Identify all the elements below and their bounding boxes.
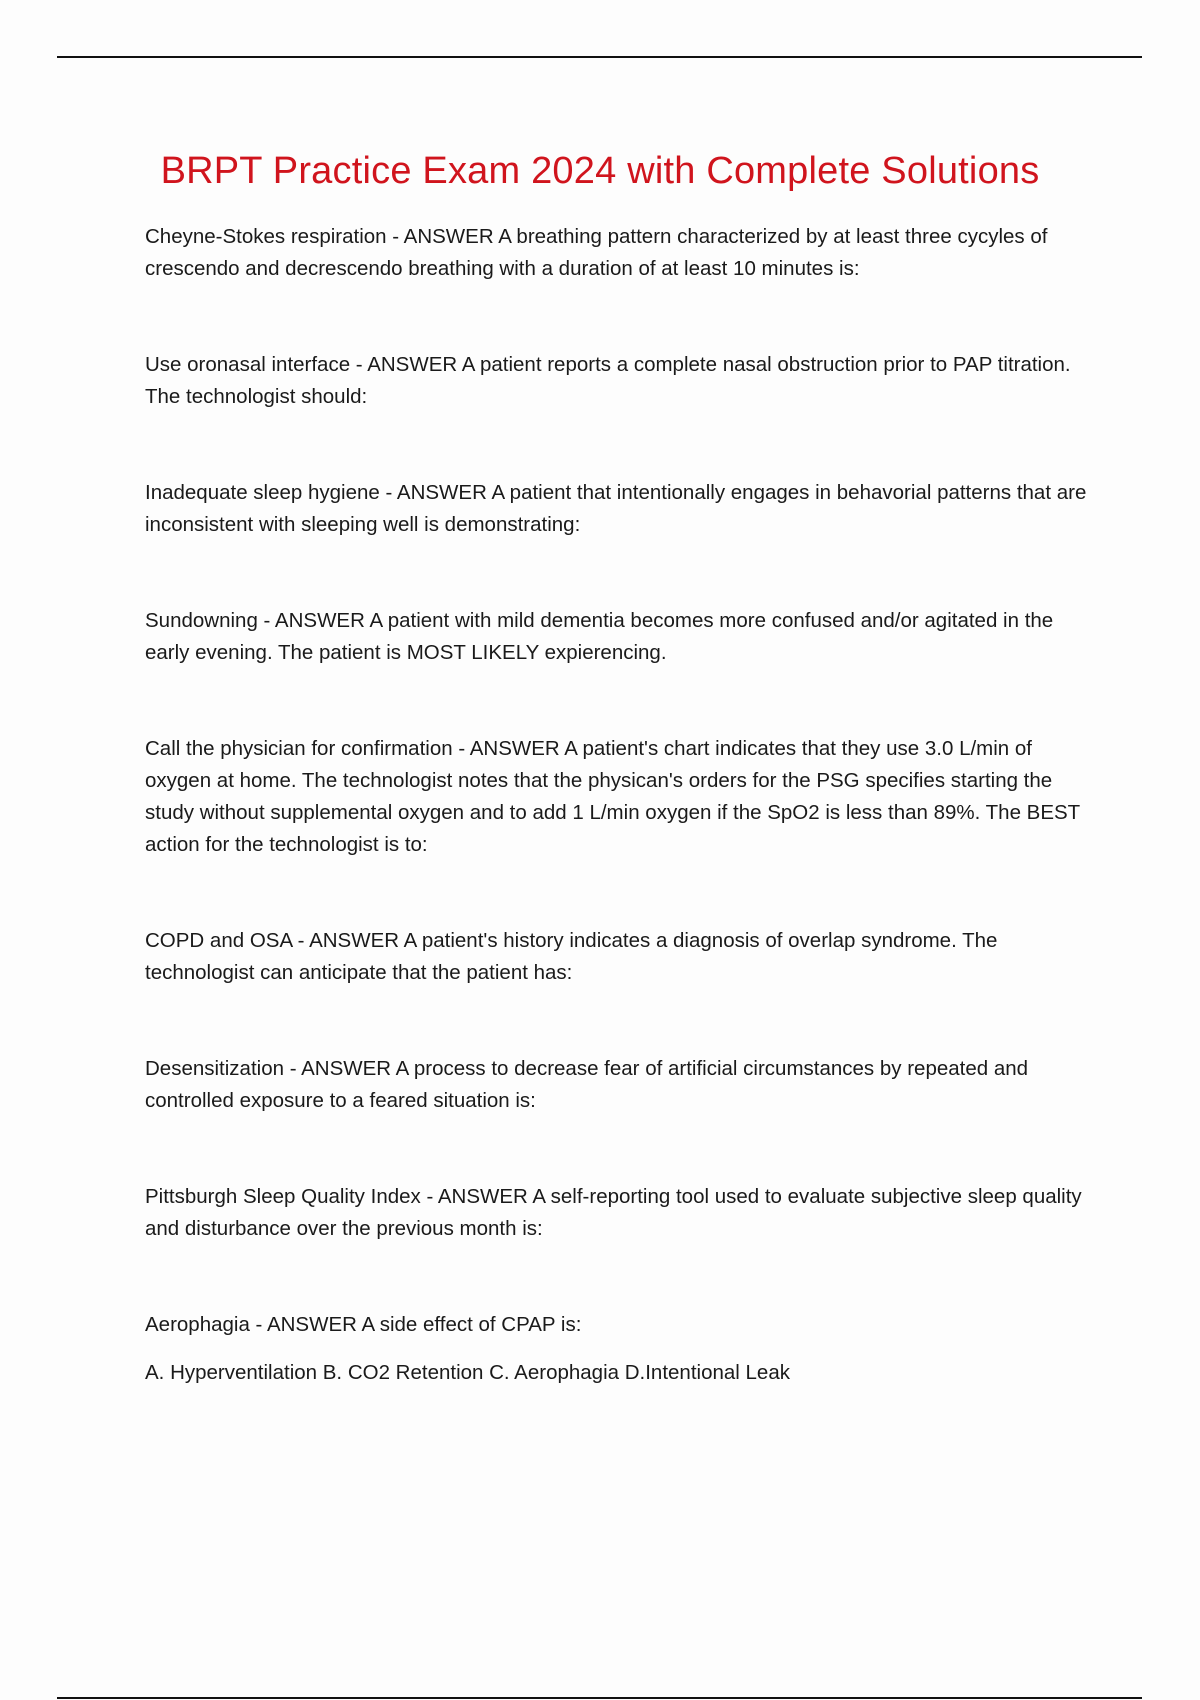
qa-item: Use oronasal interface - ANSWER A patient reports a complete nasal obstruction prior to PAP titration. The technologist should:: [145, 353, 1071, 408]
qa-item: Call the physician for confirmation - ANSWER A patient's chart indicates that they use 3.0 L/min of oxygen at home. The technologist notes that the physican's orders for the PSG specifies starting the study without supplemental oxygen and to add 1 L/min oxygen if the SpO2 is less than 89%. The BEST action for the technologist is to:: [145, 737, 1080, 856]
qa-item: Sundowning - ANSWER A patient with mild dementia becomes more confused and/or agitated in the early evening. The patient is MOST LIKELY expierencing.: [145, 609, 1054, 664]
qa-list: [145, 221, 1095, 1389]
qa-item: Aerophagia - ANSWER A side effect of CPAP is:: [145, 1313, 582, 1336]
document-title: BRPT Practice Exam 2024 with Complete Solutions: [160, 150, 1040, 192]
qa-item: Desensitization - ANSWER A process to decrease fear of artificial circumstances by repeated and controlled exposure to a feared situation is:: [145, 1057, 1029, 1112]
qa-item: COPD and OSA - ANSWER A patient's history indicates a diagnosis of overlap syndrome. The technologist can anticipate that the patient has:: [145, 929, 998, 984]
top-rule: [57, 56, 1142, 58]
answer-choices: A. Hyperventilation B. CO2 Retention C. Aerophagia D.Intentional Leak: [145, 1361, 790, 1384]
qa-item: Inadequate sleep hygiene - ANSWER A patient that intentionally engages in behavorial patterns that are inconsistent with sleeping well is demonstrating:: [145, 481, 1087, 536]
qa-item: Pittsburgh Sleep Quality Index - ANSWER A self-reporting tool used to evaluate subjective sleep quality and disturbance over the previous month is:: [145, 1185, 1082, 1240]
bottom-rule: [57, 1697, 1142, 1699]
qa-item: Cheyne-Stokes respiration - ANSWER A breathing pattern characterized by at least three cycyles of crescendo and decrescendo breathing with a duration of at least 10 minutes is:: [145, 225, 1048, 280]
